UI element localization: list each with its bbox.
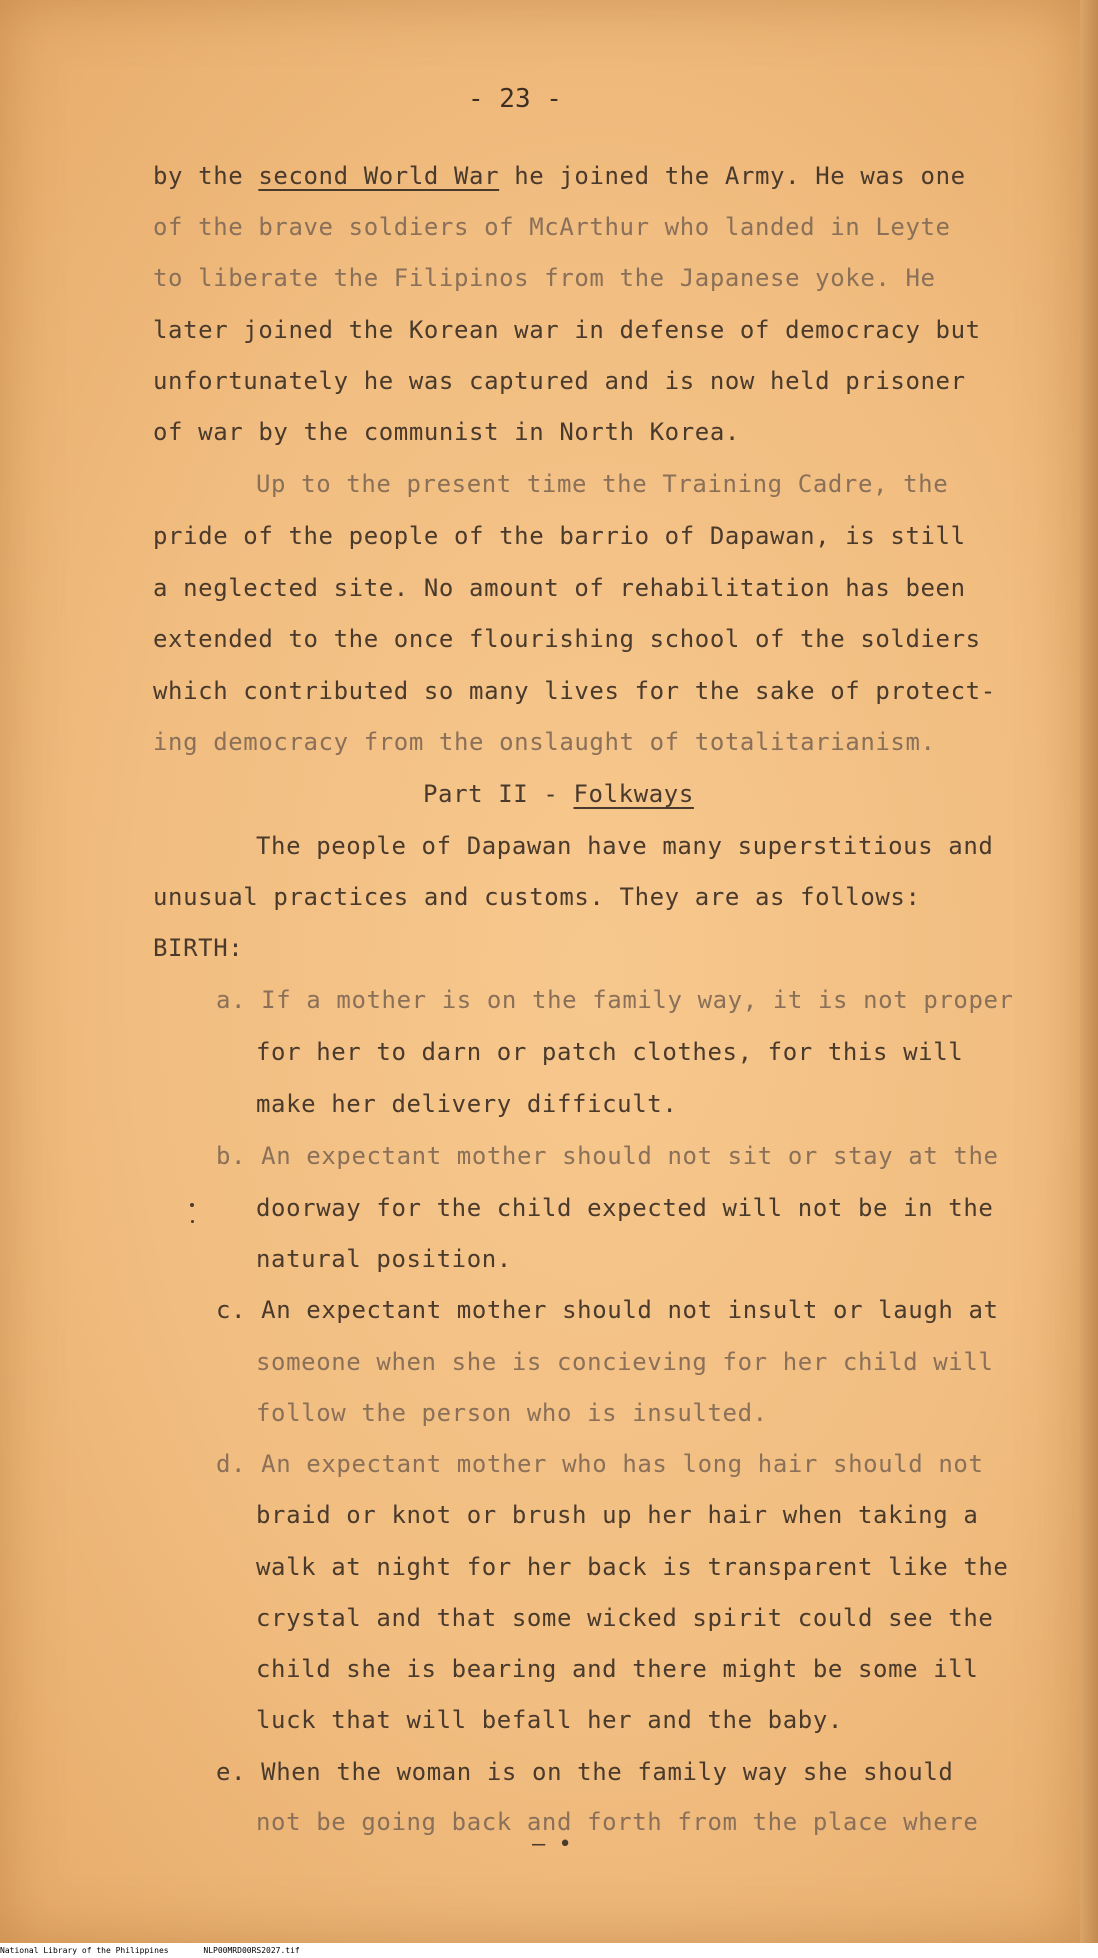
- text-line: extended to the once flourishing school of the soldiers: [153, 625, 981, 653]
- margin-mark: [191, 1220, 194, 1223]
- text-line: make her delivery difficult.: [256, 1090, 678, 1118]
- text-line: crystal and that some wicked spirit could see the: [256, 1604, 994, 1632]
- text-line: unusual practices and customs. They are as follows:: [153, 883, 921, 911]
- text-line: of the brave soldiers of McArthur who landed in Leyte: [153, 213, 951, 241]
- text-line: later joined the Korean war in defense of democracy but: [153, 316, 981, 344]
- text-line: ing democracy from the onslaught of totalitarianism.: [153, 728, 936, 756]
- text-line: a neglected site. No amount of rehabilitation has been: [153, 574, 966, 602]
- list-item-c: c. An expectant mother should not insult or laugh at: [216, 1296, 999, 1324]
- text-line: walk at night for her back is transparent like the: [256, 1553, 1009, 1581]
- text-line: doorway for the child expected will not be in the: [256, 1194, 994, 1222]
- text-line: The people of Dapawan have many superstitious and: [256, 832, 994, 860]
- text-line: by the second World War he joined the Army. He was one: [153, 162, 966, 190]
- text-line: to liberate the Filipinos from the Japanese yoke. He: [153, 264, 936, 292]
- text-line: child she is bearing and there might be some ill: [256, 1655, 979, 1683]
- text-line: of war by the communist in North Korea.: [153, 418, 740, 446]
- text-line: luck that will befall her and the baby.: [256, 1706, 843, 1734]
- text-line: unfortunately he was captured and is now held prisoner: [153, 367, 966, 395]
- text-line: someone when she is concieving for her child will: [256, 1348, 994, 1376]
- list-item-b: b. An expectant mother should not sit or stay at the: [216, 1142, 999, 1170]
- text-line: Up to the present time the Training Cadre, the: [256, 470, 949, 498]
- text-line: follow the person who is insulted.: [256, 1399, 768, 1427]
- text-line: for her to darn or patch clothes, for this will: [256, 1038, 964, 1066]
- file-label: NLP00MRD00RS2027.tif: [203, 1946, 300, 1955]
- text-line: not be going back and forth from the place where: [256, 1808, 979, 1836]
- text-line: BIRTH:: [153, 934, 244, 962]
- text-line: pride of the people of the barrio of Dapawan, is still: [153, 522, 966, 550]
- page-number: - 23 -: [468, 84, 562, 114]
- list-item-d: d. An expectant mother who has long hair should not: [216, 1450, 984, 1478]
- text-line: which contributed so many lives for the sake of protect-: [153, 677, 996, 705]
- library-label: National Library of the Philippines: [0, 1946, 169, 1955]
- margin-mark: [190, 1203, 194, 1207]
- list-item-a: a. If a mother is on the family way, it is not proper: [216, 986, 1014, 1014]
- text-line: braid or knot or brush up her hair when taking a: [256, 1501, 979, 1529]
- section-heading: Part II - Folkways: [423, 780, 694, 808]
- list-item-e: e. When the woman is on the family way she should: [216, 1758, 954, 1786]
- page-edge: [1080, 0, 1098, 1943]
- text-line: natural position.: [256, 1245, 512, 1273]
- scan-caption: [0, 1943, 1098, 1958]
- bottom-mark: — •: [532, 1832, 572, 1857]
